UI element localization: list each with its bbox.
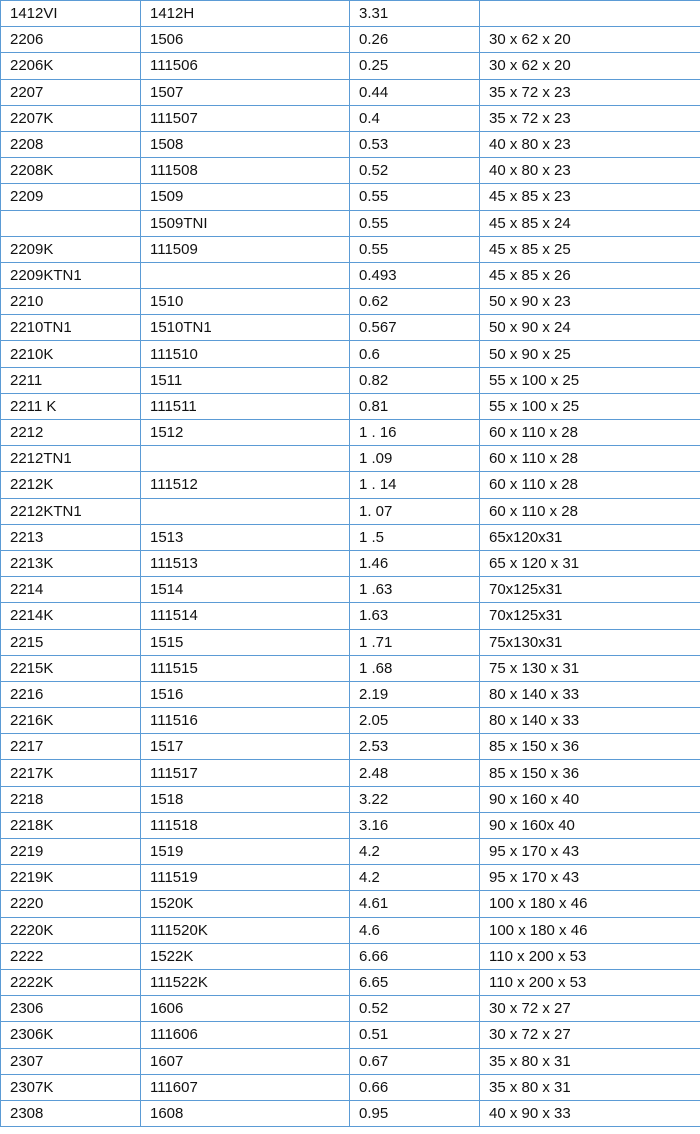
cell-col4: 50 x 90 x 23	[480, 289, 700, 315]
cell-col1: 2216	[1, 681, 141, 707]
cell-col4: 35 x 80 x 31	[480, 1074, 700, 1100]
cell-col3: 0.81	[350, 393, 480, 419]
cell-col1: 2208	[1, 131, 141, 157]
cell-col2: 111506	[141, 53, 350, 79]
cell-col3: 1 .09	[350, 446, 480, 472]
cell-col3: 0.82	[350, 367, 480, 393]
cell-col1: 2218	[1, 786, 141, 812]
cell-col3: 2.53	[350, 734, 480, 760]
cell-col2: 1607	[141, 1048, 350, 1074]
cell-col4: 75x130x31	[480, 629, 700, 655]
cell-col1	[1, 210, 141, 236]
cell-col1: 2219	[1, 839, 141, 865]
table-row	[1, 53, 700, 79]
cell-col4	[480, 1, 700, 27]
table-row	[1, 1, 700, 27]
cell-col1: 2222K	[1, 969, 141, 995]
cell-col3: 4.6	[350, 917, 480, 943]
table-row	[1, 865, 700, 891]
cell-col1: 2212	[1, 420, 141, 446]
cell-col4: 75 x 130 x 31	[480, 655, 700, 681]
table-row	[1, 420, 700, 446]
cell-col1: 2213K	[1, 550, 141, 576]
cell-col3: 1 . 14	[350, 472, 480, 498]
cell-col2: 111509	[141, 236, 350, 262]
table-row	[1, 184, 700, 210]
cell-col2: 1412H	[141, 1, 350, 27]
cell-col4: 40 x 80 x 23	[480, 158, 700, 184]
cell-col2: 1510TN1	[141, 315, 350, 341]
cell-col4: 100 x 180 x 46	[480, 891, 700, 917]
cell-col3: 0.51	[350, 1022, 480, 1048]
cell-col4: 30 x 62 x 20	[480, 27, 700, 53]
cell-col2: 1513	[141, 524, 350, 550]
cell-col2: 111511	[141, 393, 350, 419]
cell-col1: 2222	[1, 943, 141, 969]
cell-col3: 3.31	[350, 1, 480, 27]
table-row	[1, 812, 700, 838]
cell-col1: 2213	[1, 524, 141, 550]
cell-col3: 6.66	[350, 943, 480, 969]
cell-col2: 1520K	[141, 891, 350, 917]
cell-col3: 2.05	[350, 708, 480, 734]
cell-col4: 85 x 150 x 36	[480, 734, 700, 760]
cell-col3: 4.2	[350, 865, 480, 891]
cell-col2: 111512	[141, 472, 350, 498]
table-row	[1, 839, 700, 865]
cell-col3: 1 .63	[350, 577, 480, 603]
table-row	[1, 27, 700, 53]
cell-col1: 2207	[1, 79, 141, 105]
cell-col3: 0.44	[350, 79, 480, 105]
cell-col4: 45 x 85 x 23	[480, 184, 700, 210]
cell-col2: 111513	[141, 550, 350, 576]
cell-col4: 55 x 100 x 25	[480, 367, 700, 393]
cell-col3: 1. 07	[350, 498, 480, 524]
cell-col1: 2215	[1, 629, 141, 655]
table-row	[1, 315, 700, 341]
table-row	[1, 943, 700, 969]
cell-col3: 0.55	[350, 236, 480, 262]
cell-col1: 2209KTN1	[1, 262, 141, 288]
cell-col4: 80 x 140 x 33	[480, 708, 700, 734]
cell-col1: 2206	[1, 27, 141, 53]
table-row	[1, 446, 700, 472]
table-row	[1, 891, 700, 917]
cell-col4: 95 x 170 x 43	[480, 839, 700, 865]
table-row	[1, 760, 700, 786]
cell-col3: 0.25	[350, 53, 480, 79]
cell-col1: 2306	[1, 996, 141, 1022]
cell-col4: 60 x 110 x 28	[480, 498, 700, 524]
cell-col2: 1512	[141, 420, 350, 446]
cell-col2: 1516	[141, 681, 350, 707]
table-row	[1, 79, 700, 105]
cell-col2: 1606	[141, 996, 350, 1022]
cell-col4: 40 x 90 x 33	[480, 1100, 700, 1126]
cell-col2: 1510	[141, 289, 350, 315]
cell-col4: 60 x 110 x 28	[480, 472, 700, 498]
cell-col3: 3.22	[350, 786, 480, 812]
cell-col2: 1507	[141, 79, 350, 105]
cell-col2: 1515	[141, 629, 350, 655]
cell-col1: 2208K	[1, 158, 141, 184]
cell-col1: 2215K	[1, 655, 141, 681]
cell-col2: 1522K	[141, 943, 350, 969]
table-row	[1, 131, 700, 157]
cell-col2: 1511	[141, 367, 350, 393]
cell-col4: 45 x 85 x 25	[480, 236, 700, 262]
cell-col1: 2206K	[1, 53, 141, 79]
table-row	[1, 655, 700, 681]
cell-col2: 111516	[141, 708, 350, 734]
table-row	[1, 1100, 700, 1126]
cell-col3: 0.55	[350, 210, 480, 236]
cell-col4: 85 x 150 x 36	[480, 760, 700, 786]
cell-col2: 111508	[141, 158, 350, 184]
cell-col3: 1.63	[350, 603, 480, 629]
table-row	[1, 708, 700, 734]
table-row	[1, 105, 700, 131]
cell-col1: 2214K	[1, 603, 141, 629]
cell-col4: 90 x 160 x 40	[480, 786, 700, 812]
cell-col4: 110 x 200 x 53	[480, 943, 700, 969]
cell-col2: 1506	[141, 27, 350, 53]
cell-col4: 100 x 180 x 46	[480, 917, 700, 943]
cell-col2: 1519	[141, 839, 350, 865]
cell-col3: 1 .5	[350, 524, 480, 550]
cell-col1: 2212K	[1, 472, 141, 498]
cell-col2	[141, 498, 350, 524]
cell-col2: 1517	[141, 734, 350, 760]
cell-col4: 30 x 62 x 20	[480, 53, 700, 79]
cell-col2: 111519	[141, 865, 350, 891]
cell-col3: 0.493	[350, 262, 480, 288]
cell-col3: 1 .68	[350, 655, 480, 681]
cell-col2: 111510	[141, 341, 350, 367]
cell-col1: 2218K	[1, 812, 141, 838]
cell-col1: 2217	[1, 734, 141, 760]
cell-col1: 2210TN1	[1, 315, 141, 341]
cell-col2: 111518	[141, 812, 350, 838]
cell-col2	[141, 446, 350, 472]
cell-col4: 40 x 80 x 23	[480, 131, 700, 157]
cell-col4: 50 x 90 x 25	[480, 341, 700, 367]
table-row	[1, 524, 700, 550]
cell-col3: 4.61	[350, 891, 480, 917]
table-row	[1, 393, 700, 419]
cell-col2	[141, 262, 350, 288]
cell-col3: 6.65	[350, 969, 480, 995]
table-body	[1, 1, 700, 1127]
table-row	[1, 786, 700, 812]
table-row	[1, 158, 700, 184]
table-row	[1, 629, 700, 655]
table-row	[1, 498, 700, 524]
cell-col4: 35 x 72 x 23	[480, 105, 700, 131]
cell-col2: 1608	[141, 1100, 350, 1126]
cell-col3: 0.567	[350, 315, 480, 341]
cell-col2: 111522K	[141, 969, 350, 995]
cell-col2: 1508	[141, 131, 350, 157]
cell-col3: 0.62	[350, 289, 480, 315]
cell-col1: 2211	[1, 367, 141, 393]
cell-col1: 2216K	[1, 708, 141, 734]
cell-col4: 95 x 170 x 43	[480, 865, 700, 891]
cell-col4: 60 x 110 x 28	[480, 420, 700, 446]
cell-col4: 45 x 85 x 26	[480, 262, 700, 288]
cell-col3: 0.4	[350, 105, 480, 131]
cell-col2: 111606	[141, 1022, 350, 1048]
cell-col1: 2212TN1	[1, 446, 141, 472]
cell-col1: 2209	[1, 184, 141, 210]
table-row	[1, 236, 700, 262]
cell-col3: 0.67	[350, 1048, 480, 1074]
table-row	[1, 367, 700, 393]
cell-col3: 0.53	[350, 131, 480, 157]
cell-col3: 4.2	[350, 839, 480, 865]
cell-col1: 2214	[1, 577, 141, 603]
cell-col4: 65 x 120 x 31	[480, 550, 700, 576]
cell-col1: 2307K	[1, 1074, 141, 1100]
cell-col1: 2220	[1, 891, 141, 917]
cell-col4: 90 x 160x 40	[480, 812, 700, 838]
cell-col3: 2.48	[350, 760, 480, 786]
cell-col1: 2219K	[1, 865, 141, 891]
table-row	[1, 603, 700, 629]
cell-col1: 2210K	[1, 341, 141, 367]
cell-col3: 0.52	[350, 996, 480, 1022]
cell-col1: 2212KTN1	[1, 498, 141, 524]
cell-col4: 45 x 85 x 24	[480, 210, 700, 236]
table-row	[1, 734, 700, 760]
cell-col4: 30 x 72 x 27	[480, 1022, 700, 1048]
cell-col3: 0.26	[350, 27, 480, 53]
cell-col2: 1509	[141, 184, 350, 210]
cell-col2: 111515	[141, 655, 350, 681]
cell-col2: 1514	[141, 577, 350, 603]
cell-col2: 111507	[141, 105, 350, 131]
cell-col1: 2217K	[1, 760, 141, 786]
cell-col3: 0.55	[350, 184, 480, 210]
cell-col3: 2.19	[350, 681, 480, 707]
cell-col1: 2210	[1, 289, 141, 315]
cell-col1: 2220K	[1, 917, 141, 943]
table-row	[1, 341, 700, 367]
table-row	[1, 1048, 700, 1074]
table-row	[1, 577, 700, 603]
cell-col3: 1.46	[350, 550, 480, 576]
cell-col1: 2306K	[1, 1022, 141, 1048]
cell-col4: 50 x 90 x 24	[480, 315, 700, 341]
cell-col1: 2209K	[1, 236, 141, 262]
cell-col3: 1 .71	[350, 629, 480, 655]
cell-col4: 30 x 72 x 27	[480, 996, 700, 1022]
cell-col3: 1 . 16	[350, 420, 480, 446]
cell-col4: 55 x 100 x 25	[480, 393, 700, 419]
cell-col4: 70x125x31	[480, 603, 700, 629]
cell-col3: 0.52	[350, 158, 480, 184]
cell-col3: 0.66	[350, 1074, 480, 1100]
cell-col2: 1509TNI	[141, 210, 350, 236]
table-row	[1, 472, 700, 498]
cell-col1: 2207K	[1, 105, 141, 131]
cell-col3: 0.95	[350, 1100, 480, 1126]
cell-col1: 1412VI	[1, 1, 141, 27]
table-row	[1, 1074, 700, 1100]
cell-col4: 70x125x31	[480, 577, 700, 603]
table-row	[1, 289, 700, 315]
cell-col4: 60 x 110 x 28	[480, 446, 700, 472]
table-row	[1, 917, 700, 943]
table-row	[1, 1022, 700, 1048]
table-row	[1, 996, 700, 1022]
table-row	[1, 550, 700, 576]
cell-col2: 111520K	[141, 917, 350, 943]
cell-col3: 3.16	[350, 812, 480, 838]
cell-col2: 111607	[141, 1074, 350, 1100]
table-row	[1, 969, 700, 995]
cell-col2: 111517	[141, 760, 350, 786]
cell-col1: 2211 K	[1, 393, 141, 419]
table-row	[1, 262, 700, 288]
cell-col4: 65x120x31	[480, 524, 700, 550]
cell-col1: 2308	[1, 1100, 141, 1126]
cell-col4: 80 x 140 x 33	[480, 681, 700, 707]
cell-col3: 0.6	[350, 341, 480, 367]
cell-col4: 35 x 72 x 23	[480, 79, 700, 105]
cell-col2: 1518	[141, 786, 350, 812]
table-row	[1, 681, 700, 707]
cell-col4: 35 x 80 x 31	[480, 1048, 700, 1074]
cell-col4: 110 x 200 x 53	[480, 969, 700, 995]
cell-col1: 2307	[1, 1048, 141, 1074]
cell-col2: 111514	[141, 603, 350, 629]
table-row	[1, 210, 700, 236]
